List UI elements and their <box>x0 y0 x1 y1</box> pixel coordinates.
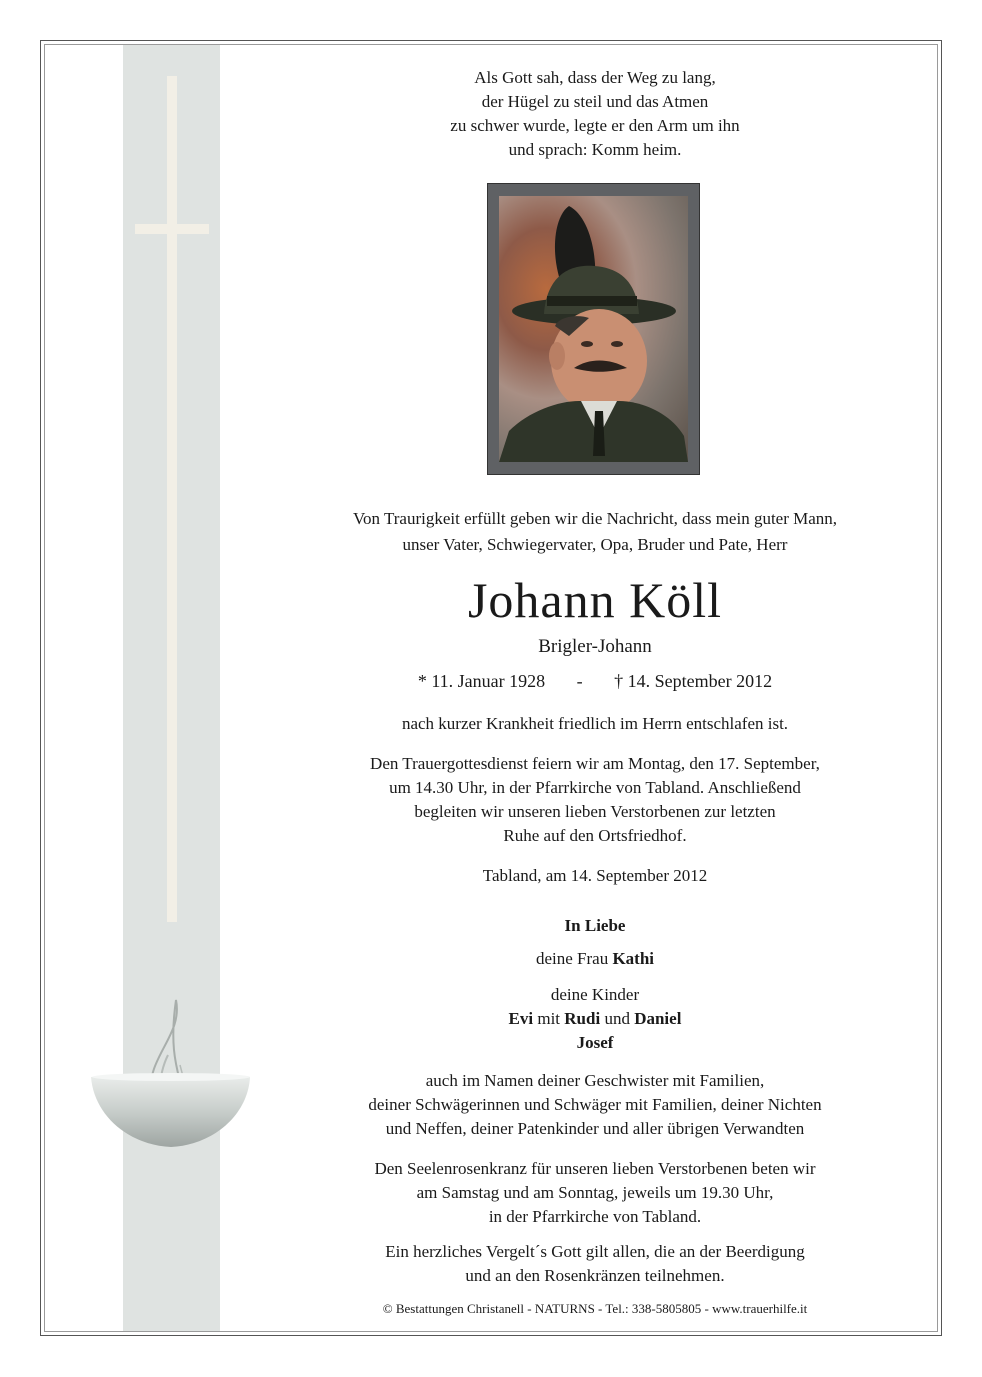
cross-icon <box>167 76 177 922</box>
cross-icon-crossbar <box>135 224 209 234</box>
date-separator: - <box>576 671 583 691</box>
portrait-illustration <box>499 196 688 462</box>
service-line: begleiten wir unseren lieben Verstorbenen zur letzten <box>414 802 776 821</box>
poem-line: Als Gott sah, dass der Weg zu lang, <box>474 68 716 87</box>
child-partner-name: Rudi <box>564 1009 601 1028</box>
poem <box>290 66 900 162</box>
rosary-line: Den Seelenrosenkranz für unseren lieben Verstorbenen beten wir <box>374 1159 816 1178</box>
service-line: Den Trauergottesdienst feiern wir am Montag, den 17. September, <box>370 754 820 773</box>
rosary-line: in der Pfarrkirche von Tabland. <box>488 1207 702 1226</box>
rosary-info <box>290 1157 900 1229</box>
passed-text: nach kurzer Krankheit friedlich im Herrn entschlafen ist. <box>401 714 789 733</box>
deceased-name: Johann Köll <box>467 572 723 628</box>
deceased-nickname: Brigler-Johann <box>538 636 652 657</box>
family-line: auch im Namen deiner Geschwister mit Familien, <box>425 1071 765 1090</box>
wife-line <box>290 947 900 971</box>
poem-line: und sprach: Komm heim. <box>508 140 682 159</box>
signoff: In Liebe <box>564 916 626 935</box>
family-line: und Neffen, deiner Patenkinder und aller übrigen Verwandten <box>385 1119 805 1138</box>
child-name-josef: Josef <box>576 1033 614 1052</box>
funeral-service <box>290 752 900 848</box>
portrait-photo <box>499 196 688 462</box>
extended-family <box>290 1069 900 1141</box>
life-dates <box>290 668 900 694</box>
poem-line: der Hügel zu steil und das Atmen <box>481 92 709 111</box>
connector: und <box>604 1009 630 1028</box>
wife-name: Kathi <box>612 949 655 968</box>
place-date: Tabland, am 14. September 2012 <box>482 866 708 885</box>
portrait-frame <box>487 183 700 475</box>
children-label: deine Kinder <box>550 985 640 1004</box>
children-line <box>290 1007 900 1031</box>
intro-line: unser Vater, Schwiegervater, Opa, Bruder und Pate, Herr <box>402 535 788 554</box>
connector: mit <box>537 1009 561 1028</box>
poem-line: zu schwer wurde, legte er den Arm um ihn <box>450 116 740 135</box>
family-line: deiner Schwägerinnen und Schwäger mit Familien, deiner Nichten <box>368 1095 822 1114</box>
thanks-line: Ein herzliches Vergelt´s Gott gilt allen, die an der Beerdigung <box>385 1242 805 1261</box>
birth-date: * 11. Januar 1928 <box>417 671 546 691</box>
death-date: † 14. September 2012 <box>614 671 773 691</box>
service-line: Ruhe auf den Ortsfriedhof. <box>503 826 687 845</box>
thanks-line: und an den Rosenkränzen teilnehmen. <box>465 1266 725 1285</box>
grandchild-name: Daniel <box>634 1009 682 1028</box>
child-name: Evi <box>508 1009 534 1028</box>
wife-prefix: deine Frau <box>535 949 609 968</box>
intro-line: Von Traurigkeit erfüllt geben wir die Nachricht, dass mein guter Mann, <box>352 509 838 528</box>
footer-credit: © Bestattungen Christanell - NATURNS - Tel.: 338-5805805 - www.trauerhilfe.it <box>382 1301 808 1316</box>
service-line: um 14.30 Uhr, in der Pfarrkirche von Tabland. Anschließend <box>389 778 801 797</box>
candle-icon <box>88 995 253 1155</box>
announcement-intro <box>290 506 900 558</box>
rosary-line: am Samstag und am Sonntag, jeweils um 19.30 Uhr, <box>416 1183 774 1202</box>
thanks <box>290 1240 900 1288</box>
